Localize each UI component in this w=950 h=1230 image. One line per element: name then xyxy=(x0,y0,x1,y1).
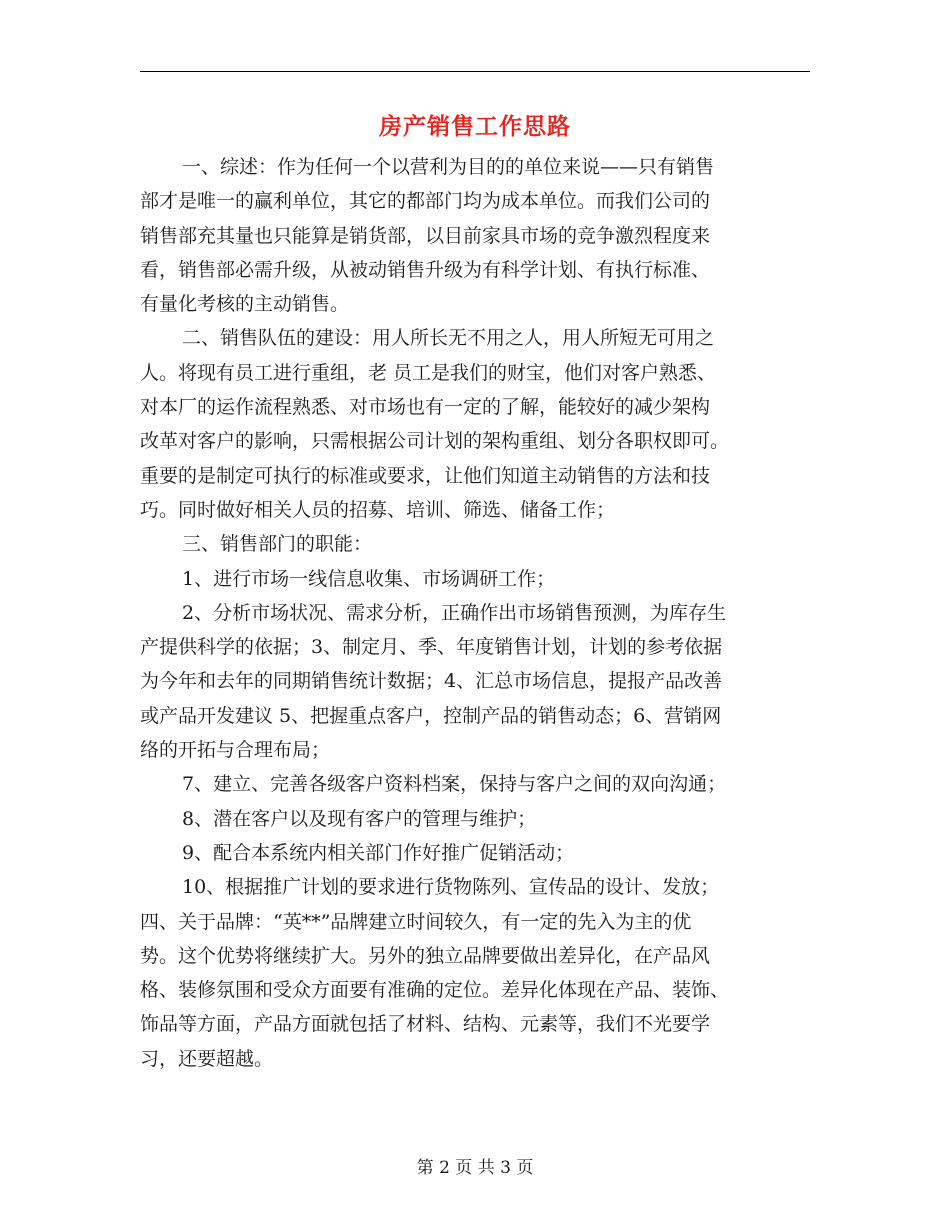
header-rule xyxy=(140,71,810,72)
text-line: 为今年和去年的同期销售统计数据；4、汇总市场信息，提报产品改善 xyxy=(140,670,723,693)
text-line: 势。这个优势将继续扩大。另外的独立品牌要做出差异化，在产品风 xyxy=(140,944,711,967)
text-line: 10、根据推广计划的要求进行货物陈列、宣传品的设计、发放； xyxy=(182,876,720,899)
text-line: 销售部充其量也只能算是销货部，以目前家具市场的竞争激烈程度来 xyxy=(140,224,711,247)
text-line: 络的开拓与合理布局； xyxy=(140,739,331,762)
text-line: 1、进行市场一线信息收集、市场调研工作； xyxy=(182,567,556,590)
text-line: 8、潜在客户以及现有客户的管理与维护； xyxy=(182,807,537,830)
text-line: 饰品等方面，产品方面就包括了材料、结构、元素等，我们不光要学 xyxy=(140,1013,711,1036)
text-line: 习，还要超越。 xyxy=(140,1047,274,1070)
text-line: 一、综述：作为任何一个以营利为目的的单位来说——只有销售 xyxy=(182,156,715,178)
text-line: 2、分析市场状况、需求分析，正确作出市场销售预测，为库存生 xyxy=(182,601,727,624)
text-line: 部才是唯一的赢利单位，其它的都部门均为成本单位。而我们公司的 xyxy=(140,190,711,213)
document-title: 房产销售工作思路 xyxy=(379,113,571,140)
text-line: 四、关于品牌：“英**”品牌建立时间较久，有一定的先入为主的优 xyxy=(140,910,692,933)
document-body xyxy=(140,150,810,1076)
text-line: 看，销售部必需升级，从被动销售升级为有科学计划、有执行标准、 xyxy=(140,258,711,281)
text-line: 有量化考核的主动销售。 xyxy=(140,293,350,316)
text-line: 对本厂的运作流程熟悉、对市场也有一定的了解，能较好的减少架构 xyxy=(140,396,711,419)
text-line: 改革对客户的影响，只需根据公司计划的架构重组、划分各职权即可。 xyxy=(140,430,730,453)
text-line: 或产品开发建议 5、把握重点客户，控制产品的销售动态；6、营销网 xyxy=(140,704,722,727)
text-line: 人。将现有员工进行重组，老 员工是我们的财宝，他们对客户熟悉、 xyxy=(140,361,717,384)
text-line: 格、装修氛围和受众方面要有准确的定位。差异化体现在产品、装饰、 xyxy=(140,979,730,1002)
text-line: 重要的是制定可执行的标准或要求，让他们知道主动销售的方法和技 xyxy=(140,464,711,487)
text-line: 巧。同时做好相关人员的招募、培训、筛选、储备工作； xyxy=(140,498,616,521)
text-line: 9、配合本系统内相关部门作好推广促销活动； xyxy=(182,841,575,864)
text-line: 二、销售队伍的建设：用人所长无不用之人，用人所短无可用之 xyxy=(182,327,715,350)
page-number-footer: 第 2 页 共 3 页 xyxy=(416,1158,534,1178)
text-line: 三、销售部门的职能： xyxy=(182,533,373,556)
text-line: 产提供科学的依据；3、制定月、季、年度销售计划，计划的参考依据 xyxy=(140,636,723,659)
text-line: 7、建立、完善各级客户资料档案，保持与客户之间的双向沟通； xyxy=(182,773,727,796)
